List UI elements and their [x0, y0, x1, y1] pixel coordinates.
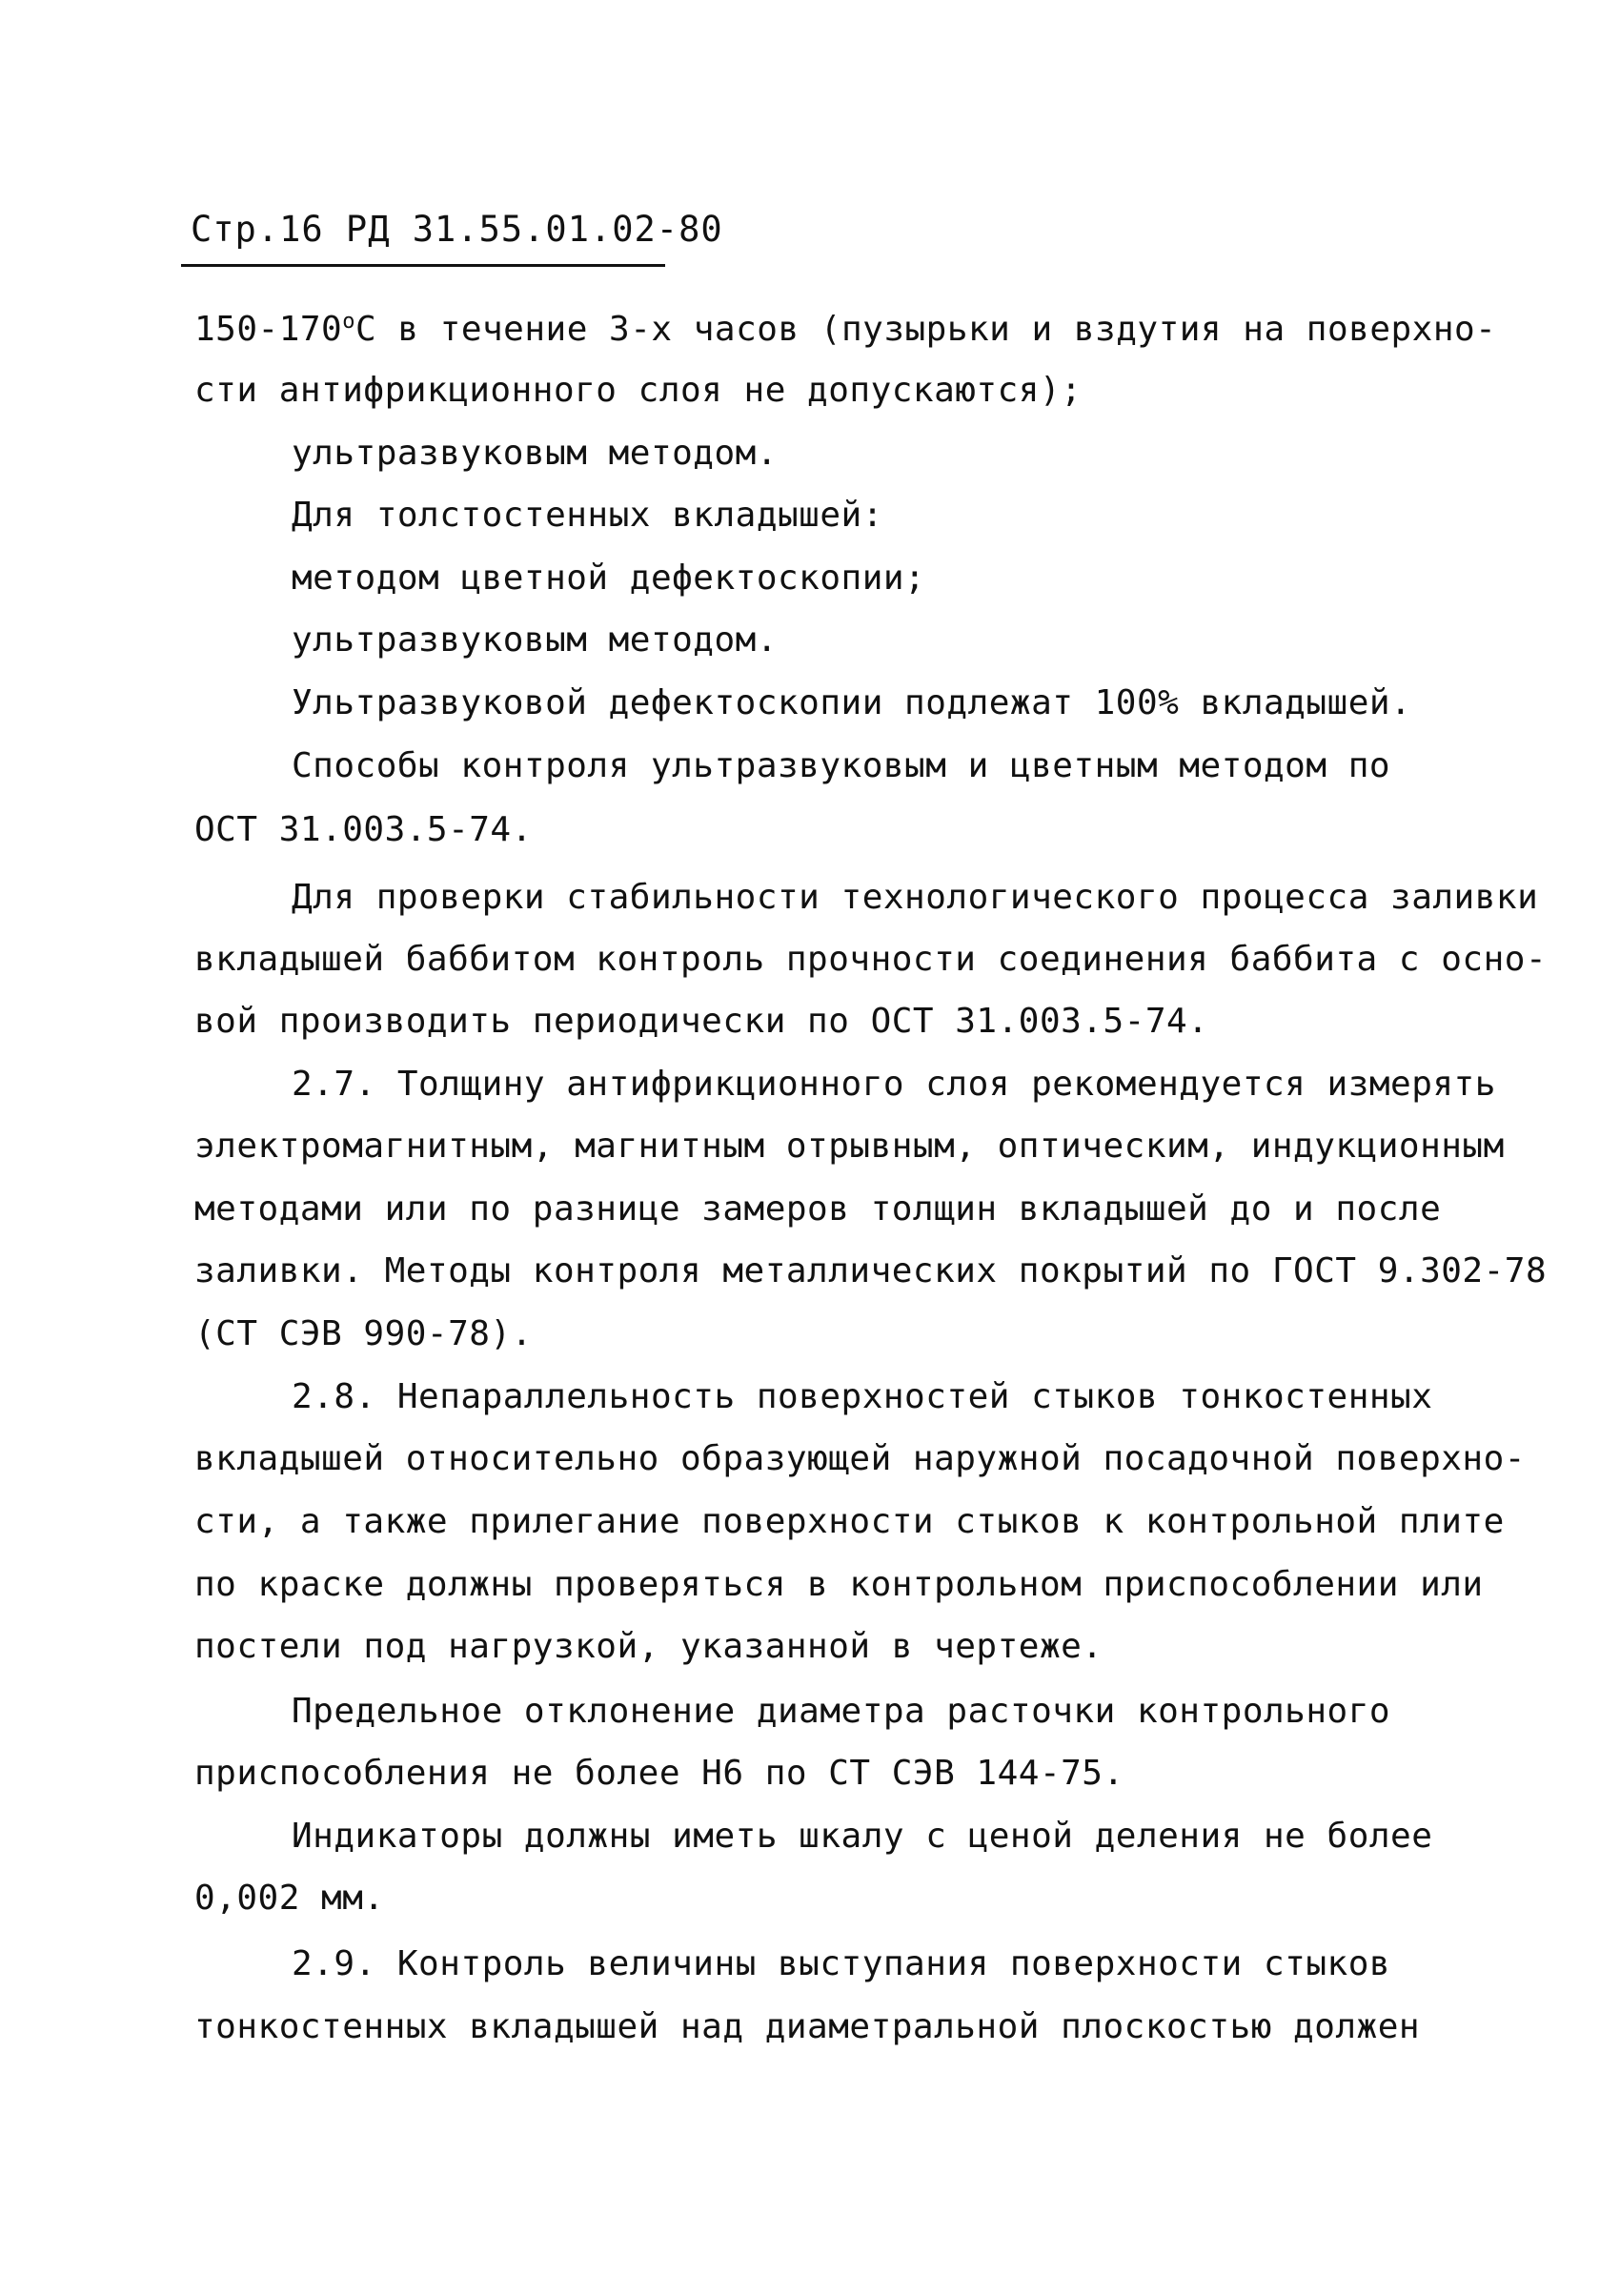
body-line: Для проверки стабильности технологического процесса заливки [292, 878, 1539, 917]
body-line: Индикаторы должны иметь шкалу с ценой деления не более [292, 1817, 1433, 1856]
body-line: постели под нагрузкой, указанной в чертеже. [194, 1627, 1104, 1666]
body-line: по краске должны проверяться в контрольном приспособлении или [194, 1565, 1484, 1604]
body-line: ультразвуковым методом. [292, 434, 778, 473]
body-line: Предельное отклонение диаметра расточки контрольного [292, 1692, 1391, 1731]
body-line: вкладышей баббитом контроль прочности соединения баббита с осно- [194, 940, 1548, 979]
body-line: ОСТ 31.003.5-74. [194, 810, 533, 849]
section-2-9-heading-line: 2.9. Контроль величины выступания поверхности стыков [292, 1944, 1391, 1983]
body-line: Ультразвуковой дефектоскопии подлежат 100% вкладышей. [292, 683, 1412, 722]
body-line: сти антифрикционного слоя не допускаются); [194, 371, 1083, 410]
degree-symbol: о [342, 310, 355, 334]
header-underline [181, 264, 665, 267]
section-2-8-heading-line: 2.8. Непараллельность поверхностей стыков тонкостенных [292, 1377, 1433, 1416]
body-line: методом цветной дефектоскопии; [292, 559, 926, 598]
body-line: вой производить периодически по ОСТ 31.003.5-74. [194, 1002, 1209, 1041]
body-line: электромагнитным, магнитным отрывным, оптическим, индукционным [194, 1127, 1505, 1166]
body-line-text: С в течение 3-х часов (пузырьки и вздутия на поверхно- [354, 310, 1497, 349]
body-line: методами или по разнице замеров толщин вкладышей до и после [194, 1189, 1442, 1229]
body-line: Способы контроля ультразвуковым и цветным методом по [292, 746, 1391, 785]
body-line [194, 310, 1497, 349]
body-line: сти, а также прилегание поверхности стыков к контрольной плите [194, 1502, 1505, 1541]
body-line: 0,002 мм. [194, 1879, 385, 1918]
body-line: вкладышей относительно образующей наружной посадочной поверхно- [194, 1439, 1526, 1478]
body-line: приспособления не более Н6 по СТ СЭВ 144-75. [194, 1754, 1124, 1793]
body-line: Для толстостенных вкладышей: [292, 496, 883, 535]
section-2-7-heading-line: 2.7. Толщину антифрикционного слоя рекомендуется измерять [292, 1065, 1496, 1104]
body-line: (СТ СЭВ 990-78). [194, 1314, 533, 1353]
body-line: тонкостенных вкладышей над диаметральной плоскостью должен [194, 2007, 1421, 2046]
temperature-range: 150-170 [194, 310, 343, 349]
page-header: Стр.16 РД 31.55.01.02-80 [191, 209, 723, 250]
body-line: заливки. Методы контроля металлических покрытий по ГОСТ 9.302-78 [194, 1251, 1548, 1290]
body-line: ультразвуковым методом. [292, 620, 778, 660]
